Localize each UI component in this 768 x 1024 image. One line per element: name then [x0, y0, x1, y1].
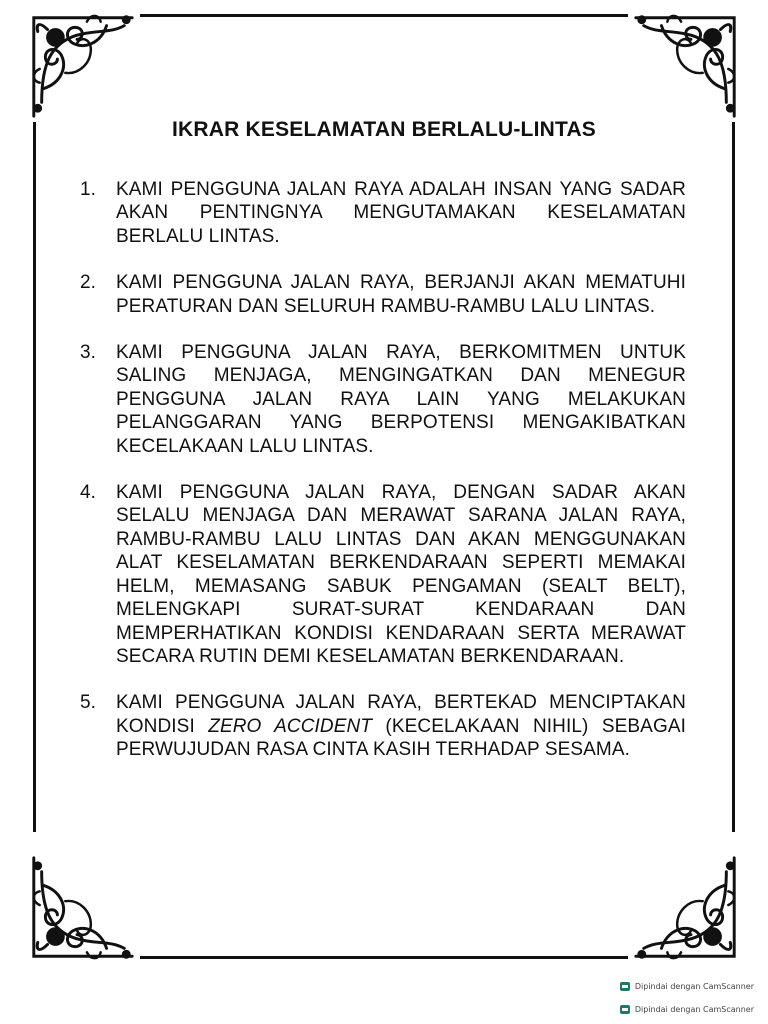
pledge-text-start: KAMI PENGGUNA JALAN RAYA, BERTEKAD MENCIPTAKAN KONDISI — [116, 692, 686, 737]
pledge-item-4 — [80, 481, 686, 668]
camscanner-watermark — [620, 1005, 754, 1014]
pledge-list — [80, 178, 686, 785]
pledge-item-5 — [80, 691, 686, 761]
camscanner-logo-icon — [620, 1005, 630, 1014]
camscanner-watermark — [620, 982, 754, 991]
pledge-text: KAMI PENGGUNA JALAN RAYA, DENGAN SADAR AKAN SELALU MENJAGA DAN MERAWAT SARANA JALAN RAYA, RAMBU-RAMBU LALU LINTAS DAN AKAN MENGGUNAKAN ALAT KESELAMATAN BERKENDARAAN SEPERTI MEMAKAI HELM, MEMASANG SABUK PENGAMAN (SEALT BELT), MELENGKAPI SURAT-SURAT KENDARAAN DAN MEMPERHATIKAN KONDISI KENDARAAN SERTA MERAWAT SECARA RUTIN DEMI KESELAMATAN BERKENDARAAN. — [116, 482, 686, 667]
pledge-number: 3. — [80, 342, 96, 364]
pledge-number: 4. — [80, 482, 96, 504]
pledge-text — [116, 691, 686, 761]
pledge-number: 5. — [80, 692, 96, 714]
pledge-item-3 — [80, 341, 686, 458]
frame-bottom-border — [140, 956, 628, 959]
pledge-item-1 — [80, 178, 686, 248]
pledge-number: 1. — [80, 179, 96, 200]
ornament-corner-bottom-left-icon — [22, 852, 140, 970]
document-title: IKRAR KESELAMATAN BERLALU-LINTAS — [171, 118, 597, 141]
watermark-text: Dipindai dengan CamScanner — [634, 982, 754, 991]
watermark-text: Dipindai dengan CamScanner — [634, 1005, 754, 1014]
frame-left-border — [33, 122, 36, 832]
frame-right-border — [732, 122, 735, 832]
pledge-text: KAMI PENGGUNA JALAN RAYA, BERKOMITMEN UNTUK SALING MENJAGA, MENGINGATKAN DAN MENEGUR PENGGUNA JALAN RAYA LAIN YANG MELAKUKAN PELANGGARAN YANG BERPOTENSI MENGAKIBATKAN KECELAKAAN LALU LINTAS. — [116, 342, 686, 457]
pledge-item-2 — [80, 271, 686, 318]
pledge-number: 2. — [80, 272, 96, 294]
pledge-text: KAMI PENGGUNA JALAN RAYA ADALAH INSAN YANG SADAR AKAN PENTINGNYA MENGUTAMAKAN KESELAMATAN BERLALU LINTAS. — [116, 179, 686, 247]
camscanner-logo-icon — [620, 982, 630, 991]
ornament-corner-bottom-right-icon — [628, 852, 746, 970]
ornament-corner-top-right-icon — [628, 4, 746, 122]
ornament-corner-top-left-icon — [22, 4, 140, 122]
pledge-text: KAMI PENGGUNA JALAN RAYA, BERJANJI AKAN MEMATUHI PERATURAN DAN SELURUH RAMBU-RAMBU LALU LINTAS. — [116, 272, 686, 317]
pledge-text-end: (KECELAKAAN NIHIL) SEBAGAI PERWUJUDAN RASA CINTA KASIH TERHADAP SESAMA. — [116, 715, 686, 761]
pledge-text-italic: ZERO ACCIDENT — [208, 715, 373, 737]
frame-top-border — [140, 14, 628, 17]
